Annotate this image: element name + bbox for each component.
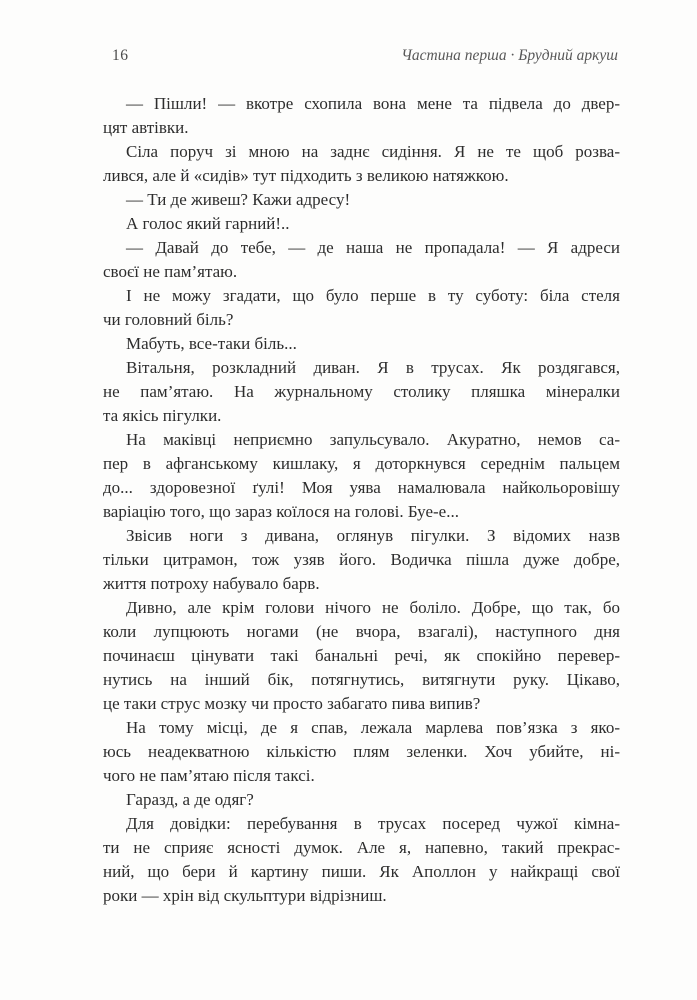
paragraph — [103, 212, 620, 236]
text-line: це таки струс мозку чи просто забагато пива випив? — [103, 694, 481, 713]
text-line: Звісив ноги з дивана, оглянув пігулки. З відомих назв — [126, 526, 620, 545]
paragraph — [103, 788, 620, 812]
text-line: На маківці неприємно запульсувало. Акуратно, немов са- — [126, 430, 620, 449]
paragraph — [103, 428, 620, 524]
paragraph — [103, 140, 620, 188]
paragraph — [103, 524, 620, 596]
text-line: І не можу згадати, що було перше в ту суботу: біла стеля — [126, 286, 620, 305]
body-text — [103, 92, 620, 908]
paragraph — [103, 284, 620, 332]
text-line: — Давай до тебе, — де наша не пропадала! — Я адреси — [126, 238, 620, 257]
paragraph — [103, 236, 620, 284]
paragraph — [103, 812, 620, 908]
text-line: цят автівки. — [103, 118, 189, 137]
text-line: нутись на інший бік, потягнутись, витягнути руку. Цікаво, — [103, 670, 620, 689]
paragraph — [103, 716, 620, 788]
text-line: ний, що бери й картину пиши. Як Аполлон у найкращі свої — [103, 862, 620, 881]
text-line: коли лупцюють ногами (не вчора, взагалі), наступного дня — [103, 622, 620, 641]
text-line: Гаразд, а де одяг? — [126, 790, 254, 809]
paragraph — [103, 92, 620, 140]
text-line: — Пішли! — вкотре схопила вона мене та підвела до двер- — [126, 94, 620, 113]
text-line: чого не пам’ятаю після таксі. — [103, 766, 315, 785]
text-line: Дивно, але крім голови нічого не боліло. Добре, що так, бо — [126, 598, 620, 617]
text-line: та якісь пігулки. — [103, 406, 222, 425]
text-line: На тому місці, де я спав, лежала марлева пов’язка з яко- — [126, 718, 620, 737]
paragraph — [103, 596, 620, 716]
running-head: Частина перша · Брудний аркуш — [401, 47, 618, 64]
text-line: А голос який гарний!.. — [126, 214, 290, 233]
page-number: 16 — [112, 47, 129, 64]
text-line: починаєш цінувати такі банальні речі, як спокійно перевер- — [103, 646, 620, 665]
text-line: до... здоровезної ґулі! Моя уява намалювала найкольоровішу — [103, 478, 620, 497]
paragraph — [103, 356, 620, 428]
text-line: Мабуть, все-таки біль... — [126, 334, 297, 353]
text-line: Для довідки: перебування в трусах посеред чужої кімна- — [126, 814, 620, 833]
text-line: — Ти де живеш? Кажи адресу! — [126, 190, 351, 209]
text-line: ти не сприяє ясності думок. Але я, напевно, такий прекрас- — [103, 838, 620, 857]
paragraph — [103, 188, 620, 212]
paragraph — [103, 332, 620, 356]
text-line: життя потроху набувало барв. — [103, 574, 320, 593]
text-line: роки — хрін від скульптури відрізниш. — [103, 886, 387, 905]
text-line: тільки цитрамон, тож узяв його. Водичка пішла дуже добре, — [103, 550, 620, 569]
text-line: Сіла поруч зі мною на заднє сидіння. Я не те щоб розва- — [126, 142, 620, 161]
text-line: не пам’ятаю. На журнальному столику пляшка мінералки — [103, 382, 620, 401]
text-line: своєї не пам’ятаю. — [103, 262, 238, 281]
text-line: лився, але й «сидів» тут підходить з великою натяжкою. — [103, 166, 509, 185]
text-line: пер в афганському кишлаку, я доторкнувся середнім пальцем — [103, 454, 620, 473]
text-line: юсь неадекватною кількістю плям зеленки. Хоч убийте, ні- — [103, 742, 620, 761]
text-line: чи головний біль? — [103, 310, 234, 329]
text-line: Вітальня, розкладний диван. Я в трусах. Як роздягався, — [126, 358, 620, 377]
text-line: варіацію того, що зараз коїлося на голові. Буе-е... — [103, 502, 459, 521]
running-head-row — [112, 47, 618, 65]
